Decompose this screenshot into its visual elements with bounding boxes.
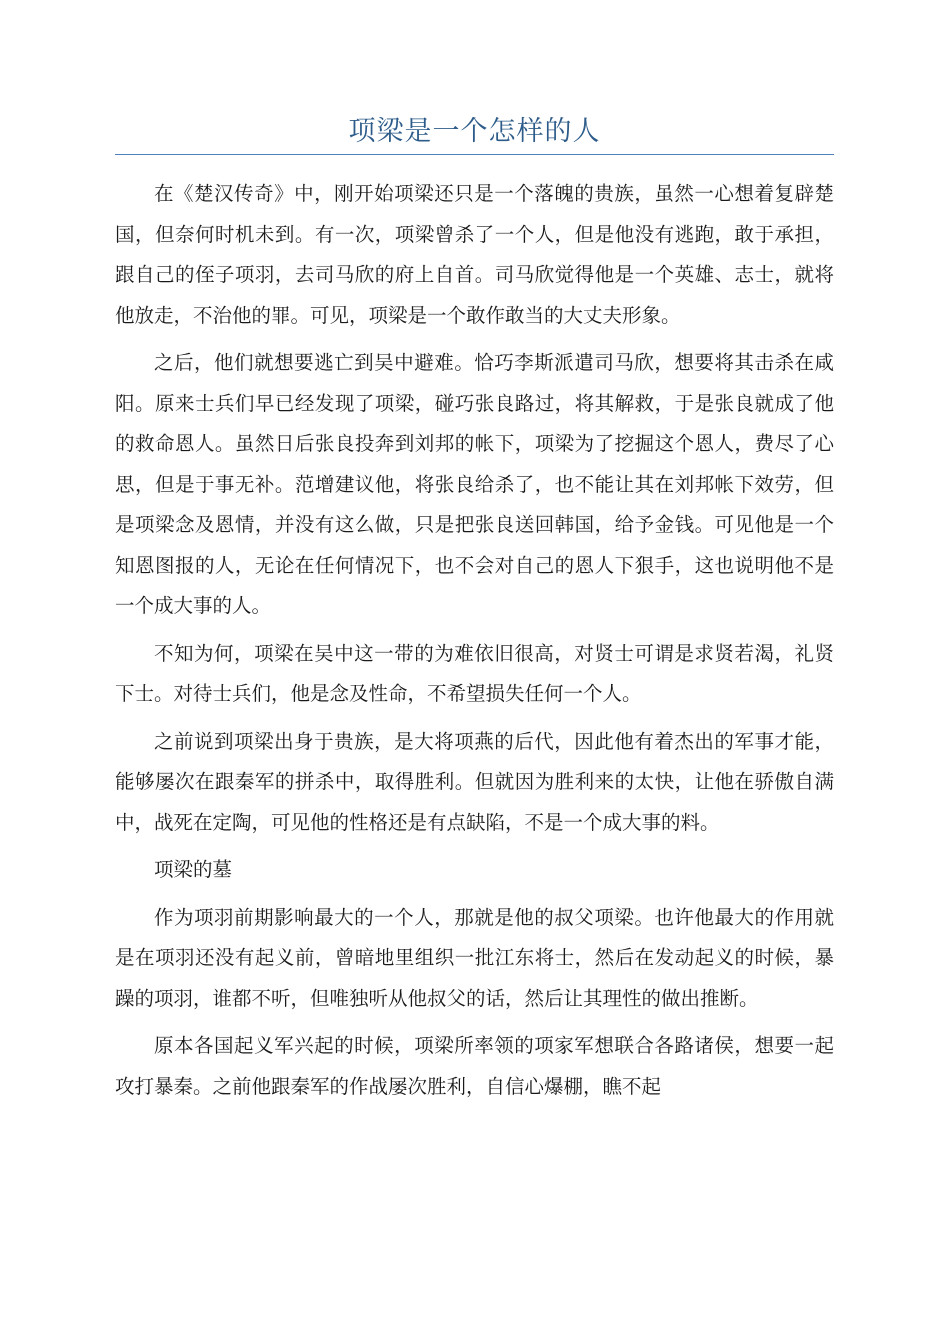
paragraph: 不知为何，项梁在吴中这一带的为难依旧很高，对贤士可谓是求贤若渴，礼贤下士。对待士兵们，他是念及性命，不希望损失任何一个人。 <box>115 641 834 705</box>
paragraph: 之后，他们就想要逃亡到吴中避难。恰巧李斯派遣司马欣，想要将其击杀在咸阳。原来士兵们早已经发现了项梁，碰巧张良路过，将其解救，于是张良就成了他的救命恩人。虽然日后张良投奔到刘邦的帐下，项梁为了挖掘这个恩人，费尽了心思，但是于事无补。范增建议他，将张良给杀了，也不能让其在刘邦帐下效劳，但是项梁念及恩情，并没有这么做，只是把张良送回韩国，给予金钱。可见他是一个知恩图报的人，无论在任何情况下，也不会对自己的恩人下狠手，这也说明他不是一个成大事的人。 <box>115 351 834 617</box>
section-heading: 项梁的墓 <box>154 858 233 881</box>
title-underline <box>115 154 834 155</box>
document-body <box>115 174 834 1114</box>
paragraph: 之前说到项梁出身于贵族，是大将项燕的后代，因此他有着杰出的军事才能，能够屡次在跟秦军的拼杀中，取得胜利。但就因为胜利来的太快，让他在骄傲自满中，战死在定陶，可见他的性格还是有点缺陷，不是一个成大事的料。 <box>115 729 834 834</box>
paragraph: 在《楚汉传奇》中，刚开始项梁还只是一个落魄的贵族，虽然一心想着复辟楚国，但奈何时机未到。有一次，项梁曾杀了一个人，但是他没有逃跑，敢于承担，跟自己的侄子项羽，去司马欣的府上自首。司马欣觉得他是一个英雄、志士，就将他放走，不治他的罪。可见，项梁是一个敢作敢当的大丈夫形象。 <box>115 182 834 327</box>
paragraph: 作为项羽前期影响最大的一个人，那就是他的叔父项梁。也许他最大的作用就是在项羽还没有起义前，曾暗地里组织一批江东将士，然后在发动起义的时候，暴躁的项羽，谁都不听，但唯独听从他叔父的话，然后让其理性的做出推断。 <box>115 905 834 1010</box>
document-title: 项梁是一个怎样的人 <box>348 116 601 147</box>
paragraph: 原本各国起义军兴起的时候，项梁所率领的项家军想联合各路诸侯，想要一起攻打暴秦。之前他跟秦军的作战屡次胜利，自信心爆棚，瞧不起 <box>115 1034 834 1098</box>
